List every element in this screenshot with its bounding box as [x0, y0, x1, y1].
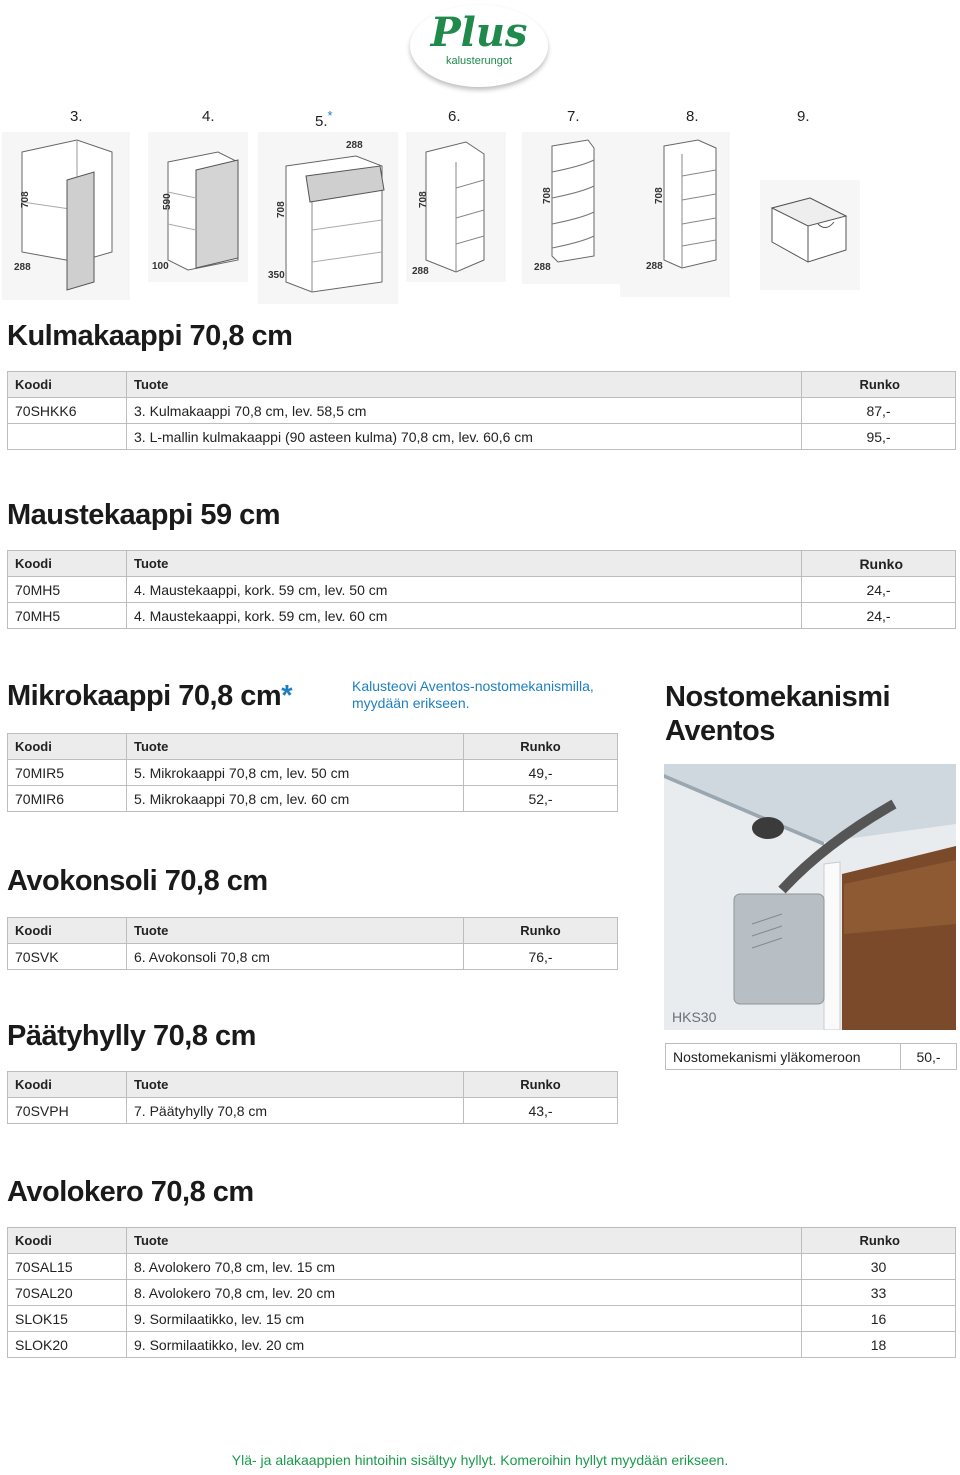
- col-header-price: Runko: [802, 551, 956, 577]
- aventos-mechanism-photo: [664, 764, 956, 1030]
- table-row: [8, 577, 956, 603]
- dim-depth-label: 350: [268, 270, 285, 281]
- aventos-note: Kalusteovi Aventos-nostomekanismilla, myydään erikseen.: [352, 678, 594, 711]
- col-header-price: Runko: [464, 1072, 618, 1098]
- product-number-9: 9.: [797, 108, 810, 125]
- table-row: [8, 603, 956, 629]
- cell-code: 70MH5: [8, 577, 127, 603]
- table-row: [8, 1254, 956, 1280]
- col-header-code: Koodi: [8, 551, 127, 577]
- table-row: [8, 1332, 956, 1358]
- section-title-avokonsoli: Avokonsoli 70,8 cm: [7, 865, 268, 897]
- dim-width-label: 288: [412, 266, 429, 277]
- table-header-row: [8, 734, 618, 760]
- cell-product: 6. Avokonsoli 70,8 cm: [127, 944, 464, 970]
- table-header-row: [8, 1072, 618, 1098]
- cell-price: 76,-: [464, 944, 618, 970]
- col-header-price: Runko: [464, 918, 618, 944]
- product-number-4: 4.: [202, 108, 215, 125]
- cell-price: 52,-: [464, 786, 618, 812]
- table-header-row: [8, 918, 618, 944]
- section-title-mikrokaappi-label: Mikrokaappi 70,8 cm: [7, 680, 282, 712]
- cell-price: 16: [802, 1306, 956, 1332]
- col-header-product: Tuote: [127, 918, 464, 944]
- microwave-cabinet-drawing: [258, 132, 398, 304]
- spice-cabinet-drawing: [148, 132, 248, 282]
- product-number-7: 7.: [567, 108, 580, 125]
- product-number-5-label: 5.: [315, 113, 328, 130]
- cell-price: 87,-: [802, 398, 956, 424]
- title-line-1: Nostomekanismi: [665, 681, 891, 713]
- dim-height-label: 708: [276, 201, 287, 218]
- cell-product: 7. Päätyhylly 70,8 cm: [127, 1098, 464, 1124]
- cell-code: 70SHKK6: [8, 398, 127, 424]
- cell-code: 70SVPH: [8, 1098, 127, 1124]
- price-table-kulmakaappi: [7, 371, 956, 450]
- cell-code: 70MH5: [8, 603, 127, 629]
- col-header-code: Koodi: [8, 918, 127, 944]
- cell-price: 30: [802, 1254, 956, 1280]
- col-header-code: Koodi: [8, 1228, 127, 1254]
- table-row: [8, 424, 956, 450]
- footer-note: Ylä- ja alakaappien hintoihin sisältyy hyllyt. Komeroihin hyllyt myydään erikseen.: [231, 1452, 729, 1468]
- col-header-price: Runko: [464, 734, 618, 760]
- product-number-6: 6.: [448, 108, 461, 125]
- finger-drawer-drawing: [760, 180, 860, 290]
- section-title-nostomekanismi: [665, 680, 890, 748]
- col-header-product: Tuote: [127, 372, 802, 398]
- dim-depth-label: 100: [152, 261, 169, 272]
- cell-product: 5. Mikrokaappi 70,8 cm, lev. 50 cm: [127, 760, 464, 786]
- col-header-code: Koodi: [8, 372, 127, 398]
- cell-code: 70SAL20: [8, 1280, 127, 1306]
- section-title-avolokero: Avolokero 70,8 cm: [7, 1176, 254, 1208]
- table-row: [8, 1280, 956, 1306]
- price-table-maustekaappi: [7, 550, 956, 629]
- cell-product: 3. L-mallin kulmakaappi (90 asteen kulma) 70,8 cm, lev. 60,6 cm: [127, 424, 802, 450]
- price-table-paatyhylly: [7, 1071, 618, 1124]
- col-header-product: Tuote: [127, 1228, 802, 1254]
- cell-product: 3. Kulmakaappi 70,8 cm, lev. 58,5 cm: [127, 398, 802, 424]
- open-console-drawing: [406, 132, 506, 282]
- cell-code: [8, 424, 127, 450]
- price-table-nostomekanismi: [665, 1043, 957, 1070]
- cell-code: 70MIR5: [8, 760, 127, 786]
- col-header-code: Koodi: [8, 1072, 127, 1098]
- table-row: [666, 1044, 957, 1070]
- price-table-mikrokaappi: [7, 733, 618, 812]
- cell-code: 70SAL15: [8, 1254, 127, 1280]
- dim-width-label: 288: [346, 140, 363, 151]
- logo-tagline: kalusterungot: [445, 55, 513, 67]
- product-number-3: 3.: [70, 108, 83, 125]
- cell-code: 70MIR6: [8, 786, 127, 812]
- cell-product: Nostomekanismi yläkomeroon: [666, 1044, 901, 1070]
- title-line-2: Aventos: [665, 715, 775, 747]
- logo-brand: Plus: [430, 9, 528, 56]
- dim-width-label: 288: [14, 262, 31, 273]
- cell-price: 18: [802, 1332, 956, 1358]
- price-table-avolokero: [7, 1227, 956, 1358]
- cell-product: 8. Avolokero 70,8 cm, lev. 15 cm: [127, 1254, 802, 1280]
- cell-price: 24,-: [802, 577, 956, 603]
- cell-price: 50,-: [901, 1044, 957, 1070]
- section-title-mikrokaappi: [7, 680, 292, 713]
- cell-code: SLOK20: [8, 1332, 127, 1358]
- open-compartment-drawing: [620, 132, 730, 297]
- col-header-product: Tuote: [127, 734, 464, 760]
- cell-price: 49,-: [464, 760, 618, 786]
- section-title-paatyhylly: Päätyhylly 70,8 cm: [7, 1020, 256, 1052]
- corner-cabinet-drawing: [2, 132, 130, 300]
- table-header-row: [8, 1228, 956, 1254]
- price-table-avokonsoli: [7, 917, 618, 970]
- cell-code: SLOK15: [8, 1306, 127, 1332]
- dim-height-label: 590: [162, 193, 173, 210]
- end-shelf-drawing: [522, 132, 622, 284]
- col-header-price: Runko: [802, 1228, 956, 1254]
- cell-product: 8. Avolokero 70,8 cm, lev. 20 cm: [127, 1280, 802, 1306]
- table-row: [8, 398, 956, 424]
- table-row: [8, 1306, 956, 1332]
- cell-product: 5. Mikrokaappi 70,8 cm, lev. 60 cm: [127, 786, 464, 812]
- cell-price: 43,-: [464, 1098, 618, 1124]
- cell-price: 24,-: [802, 603, 956, 629]
- dim-height-label: 708: [542, 187, 553, 204]
- col-header-price: Runko: [802, 372, 956, 398]
- asterisk-icon: *: [281, 680, 292, 712]
- asterisk-icon: *: [327, 108, 333, 123]
- table-row: [8, 1098, 618, 1124]
- cell-product: 9. Sormilaatikko, lev. 20 cm: [127, 1332, 802, 1358]
- brand-logo: [410, 5, 548, 87]
- col-header-product: Tuote: [127, 551, 802, 577]
- dim-height-label: 708: [654, 187, 665, 204]
- cell-code: 70SVK: [8, 944, 127, 970]
- col-header-product: Tuote: [127, 1072, 464, 1098]
- col-header-code: Koodi: [8, 734, 127, 760]
- table-header-row: [8, 551, 956, 577]
- cell-product: 9. Sormilaatikko, lev. 15 cm: [127, 1306, 802, 1332]
- cell-product: 4. Maustekaappi, kork. 59 cm, lev. 50 cm: [127, 577, 802, 603]
- section-title-maustekaappi: Maustekaappi 59 cm: [7, 499, 281, 531]
- table-row: [8, 786, 618, 812]
- dim-height-label: 708: [418, 191, 429, 208]
- cell-price: 33: [802, 1280, 956, 1306]
- cell-price: 95,-: [802, 424, 956, 450]
- table-row: [8, 760, 618, 786]
- section-title-kulmakaappi: Kulmakaappi 70,8 cm: [7, 320, 293, 352]
- cell-product: 4. Maustekaappi, kork. 59 cm, lev. 60 cm: [127, 603, 802, 629]
- product-number-8: 8.: [686, 108, 699, 125]
- image-label: HKS30: [672, 1009, 717, 1025]
- table-row: [8, 944, 618, 970]
- dim-height-label: 708: [20, 191, 31, 208]
- dim-width-label: 288: [534, 262, 551, 273]
- table-header-row: [8, 372, 956, 398]
- dim-width-label: 288: [646, 261, 663, 272]
- product-number-5: [315, 108, 333, 130]
